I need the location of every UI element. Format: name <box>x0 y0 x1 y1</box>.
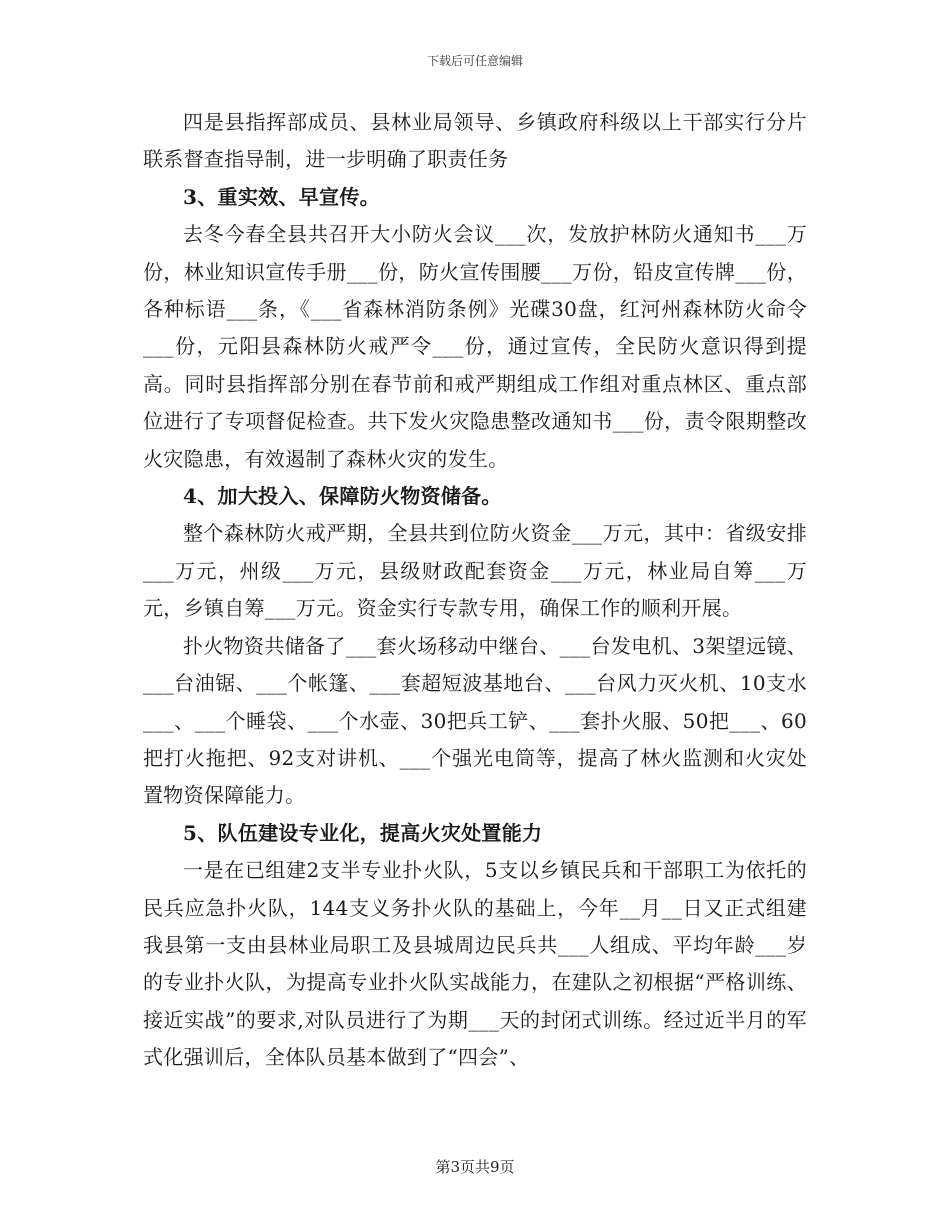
page-header-note: 下载后可任意编辑 <box>426 54 523 68</box>
section-heading-3: 3、重实效、早宣传。 <box>183 184 380 209</box>
paragraph-funding: 整个森林防火戒严期，全县共到位防火资金___万元，其中：省级安排___万元，州级___万元，县级财政配套资金___万元，林业局自筹___万元，乡镇自筹___万元。资金实行专款专用，确保工作的顺利开展。 <box>143 521 807 621</box>
document-body <box>143 104 807 1077</box>
section-heading-5: 5、队伍建设专业化，提高火灾处置能力 <box>183 820 543 845</box>
paragraph-team-building: 一是在已组建2支半专业扑火队，5支以乡镇民兵和干部职工为依托的民兵应急扑火队，144支义务扑火队的基础上，今年__月__日又正式组建我县第一支由县林业局职工及县城周边民兵共___人组成、平均年龄___岁的专业扑火队，为提高专业扑火队实战能力，在建队之初根据“严格训练、接近实战”的要求,对队员进行了为期___天的封闭式训练。经过近半月的军式化强训后，全体队员基本做到了“四会”、 <box>143 858 807 1070</box>
paragraph-publicity: 去冬今春全县共召开大小防火会议___次，发放护林防火通知书___万份，林业知识宣传手册___份，防火宣传围腰___万份，铅皮宣传牌___份，各种标语___条，《___省森林消防条例》光碟30盘，红河州森林防火命令___份，元阳县森林防火戒严令___份，通过宣传，全民防火意识得到提高。同时县指挥部分别在春节前和戒严期组成工作组对重点林区、重点部位进行了专项督促检查。共下发火灾隐患整改通知书___份，责令限期整改火灾隐患，有效遏制了森林火灾的发生。 <box>143 222 807 471</box>
section-heading-4: 4、加大投入、保障防火物资储备。 <box>183 484 502 509</box>
paragraph-leadership-liaison: 四是县指挥部成员、县林业局领导、乡镇政府科级以上干部实行分片联系督查指导制，进一步明确了职责任务 <box>143 110 807 172</box>
paragraph-materials: 扑火物资共储备了___套火场移动中继台、___台发电机、3架望远镜、___台油锯、___个帐篷、___套超短波基地台、___台风力灭火机、10支水___、___个睡袋、___个水壶、30把兵工铲、___套扑火服、50把___、60把打火拖把、92支对讲机、___个强光电筒等，提高了林火监测和火灾处置物资保障能力。 <box>143 633 807 808</box>
page-number-footer: 第3页共9页 <box>435 1158 515 1176</box>
